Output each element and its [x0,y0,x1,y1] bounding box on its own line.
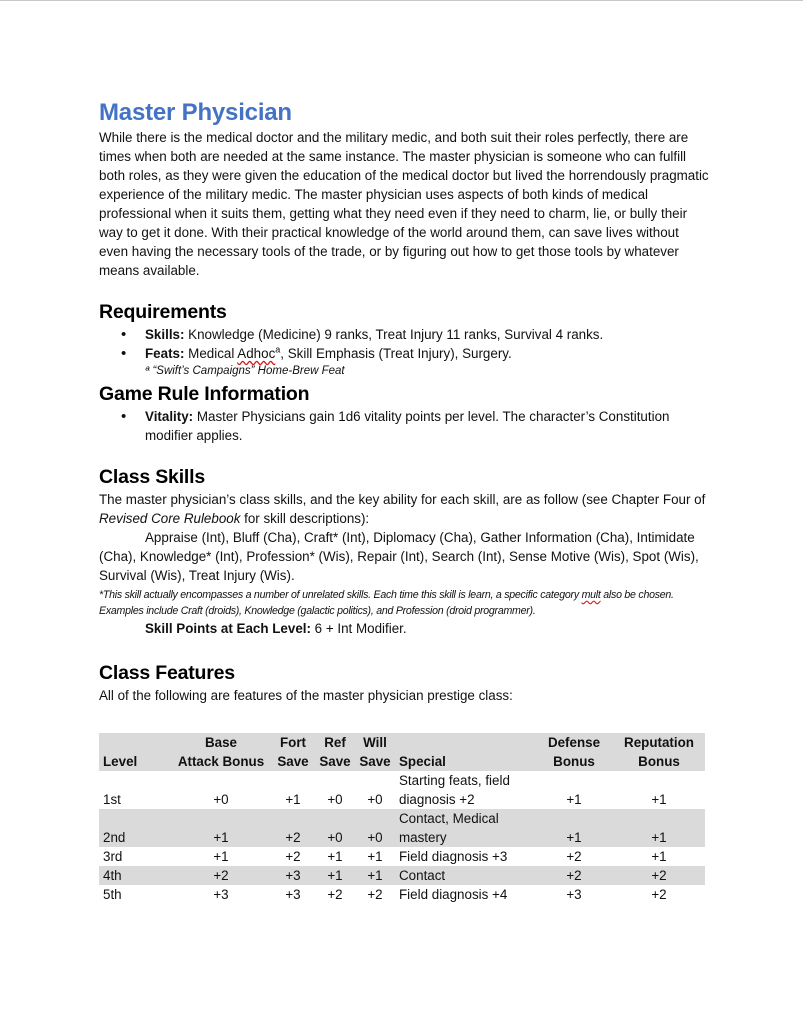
cell-bab: +1 [213,849,229,864]
header-level: Level [103,754,138,769]
cell-defense: +1 [566,792,582,807]
header-ref-save: Ref Save [319,735,351,769]
class-features-section [99,660,711,904]
requirements-section [99,299,711,379]
header-defense-bonus: Defense Bonus [547,735,601,769]
class-features-table [99,733,705,904]
table-row [99,866,705,885]
feats-text-pre: Medical [184,346,238,361]
intro-paragraph: While there is the medical doctor and the military medic, and both suit their roles perfectly, there are times when both are needed at the same instance. The master physician is someone who can fulfill both roles, as they were given the education of the medical doctor but lived the horrendously pragmatic experience of the military medic. The master physician uses aspects of both kinds of medical professional when it suits them, getting what they need even if they need to charm, lie, or bully their way to get it done. With their practical knowledge of the world around them, can save lives without even having the necessary tools of the trade, or by figuring out how to get those tools by whatever means available. [99,130,709,278]
class-skills-section [99,464,711,638]
cell-reputation: +1 [651,792,667,807]
cell-ref: +0 [327,792,343,807]
cell-level: 3rd [103,849,123,864]
cell-level: 2nd [103,830,126,845]
cell-fort: +2 [285,830,301,845]
header-special: Special [399,754,446,769]
header-base-attack-bonus: Base Attack Bonus [177,735,265,769]
cell-will: +0 [367,792,383,807]
class-skills-list: Appraise (Int), Bluff (Cha), Craft* (Int), Diplomacy (Cha), Gather Information (Cha), Intimidate (Cha), Knowledge* (Int), Profession* (Wis), Repair (Int), Search (Int), Sense Motive (Wis), Spot (Wis), Survival (Wis), Treat Injury (Wis). [99,530,699,583]
cell-defense: +2 [566,868,582,883]
cell-will: +0 [367,830,383,845]
cell-fort: +2 [285,849,301,864]
table-row [99,771,705,809]
cell-bab: +3 [213,887,229,902]
cell-will: +2 [367,887,383,902]
table-row [99,847,705,866]
skills-text: Knowledge (Medicine) 9 ranks, Treat Injury 11 ranks, Survival 4 ranks. [184,327,604,342]
requirements-heading: Requirements [99,301,227,323]
cell-will: +1 [367,849,383,864]
feat-superscript: a [275,344,281,355]
class-features-intro: All of the following are features of the master physician prestige class: [99,688,513,703]
cell-bab: +1 [213,830,229,845]
document-page [99,98,711,904]
class-skills-intro-post: for skill descriptions): [240,511,370,526]
skill-points-label: Skill Points at Each Level: [145,621,311,636]
cell-ref: +0 [327,830,343,845]
page-top-border [0,0,803,1]
cell-ref: +1 [327,849,343,864]
cell-ref: +1 [327,868,343,883]
header-reputation-bonus: Reputation Bonus [624,735,694,769]
cell-fort: +3 [285,887,301,902]
cell-level: 5th [103,887,122,902]
requirement-skills [99,325,711,344]
cell-fort: +1 [285,792,301,807]
table-row [99,809,705,847]
note-post: also be chosen. Examples include Craft (droids), Knowledge (galactic politics), and Profession (droid programmer). [99,589,674,617]
cell-level: 4th [103,868,122,883]
skills-label: Skills: [145,327,185,342]
page-title: Master Physician [99,99,292,126]
cell-bab: +0 [213,792,229,807]
table-header-row [99,733,705,771]
requirement-feats [99,344,711,363]
skill-points [99,619,711,638]
cell-special: Field diagnosis +3 [399,849,508,864]
class-skills-intro-pre: The master physician’s class skills, and the key ability for each skill, are as follow (see Chapter Four of [99,492,706,507]
cell-special: Starting feats, field diagnosis +2 [399,773,510,807]
vitality-text: Master Physicians gain 1d6 vitality points per level. The character’s Constitution modifier applies. [145,409,670,443]
skill-points-text: 6 + Int Modifier. [310,621,407,636]
class-skills-heading: Class Skills [99,466,206,488]
class-skills-note [99,587,711,619]
cell-defense: +1 [566,830,582,845]
header-fort-save: Fort Save [277,735,309,769]
cell-ref: +2 [327,887,343,902]
requirements-list [99,325,711,363]
class-skills-intro [99,490,711,528]
vitality-label: Vitality: [145,409,194,424]
cell-special: Field diagnosis +4 [399,887,508,902]
cell-will: +1 [367,868,383,883]
misspelled-word[interactable]: Adhoc [237,346,276,361]
cell-bab: +2 [213,868,229,883]
cell-defense: +3 [566,887,582,902]
cell-level: 1st [103,792,121,807]
game-rule-vitality [99,407,711,445]
misspelled-word[interactable]: mult [581,589,601,601]
table-row [99,885,705,904]
feat-footnote: ª “Swift’s Campaigns” Home-Brew Feat [145,365,345,377]
cell-special: Contact [399,868,446,883]
feats-text-post: , Skill Emphasis (Treat Injury), Surgery. [280,346,512,361]
cell-reputation: +1 [651,830,667,845]
header-will-save: Will Save [359,735,391,769]
feats-label: Feats: [145,346,185,361]
book-title: Revised Core Rulebook [99,511,241,526]
game-rule-section [99,381,711,445]
cell-reputation: +1 [651,849,667,864]
game-rule-heading: Game Rule Information [99,383,310,405]
cell-reputation: +2 [651,887,667,902]
cell-special: Contact, Medical mastery [399,811,499,845]
class-features-heading: Class Features [99,662,235,684]
game-rule-list [99,407,711,445]
cell-defense: +2 [566,849,582,864]
cell-fort: +3 [285,868,301,883]
note-pre: *This skill actually encompasses a number of unrelated skills. Each time this skill is learn, a specific category [99,589,582,601]
cell-reputation: +2 [651,868,667,883]
